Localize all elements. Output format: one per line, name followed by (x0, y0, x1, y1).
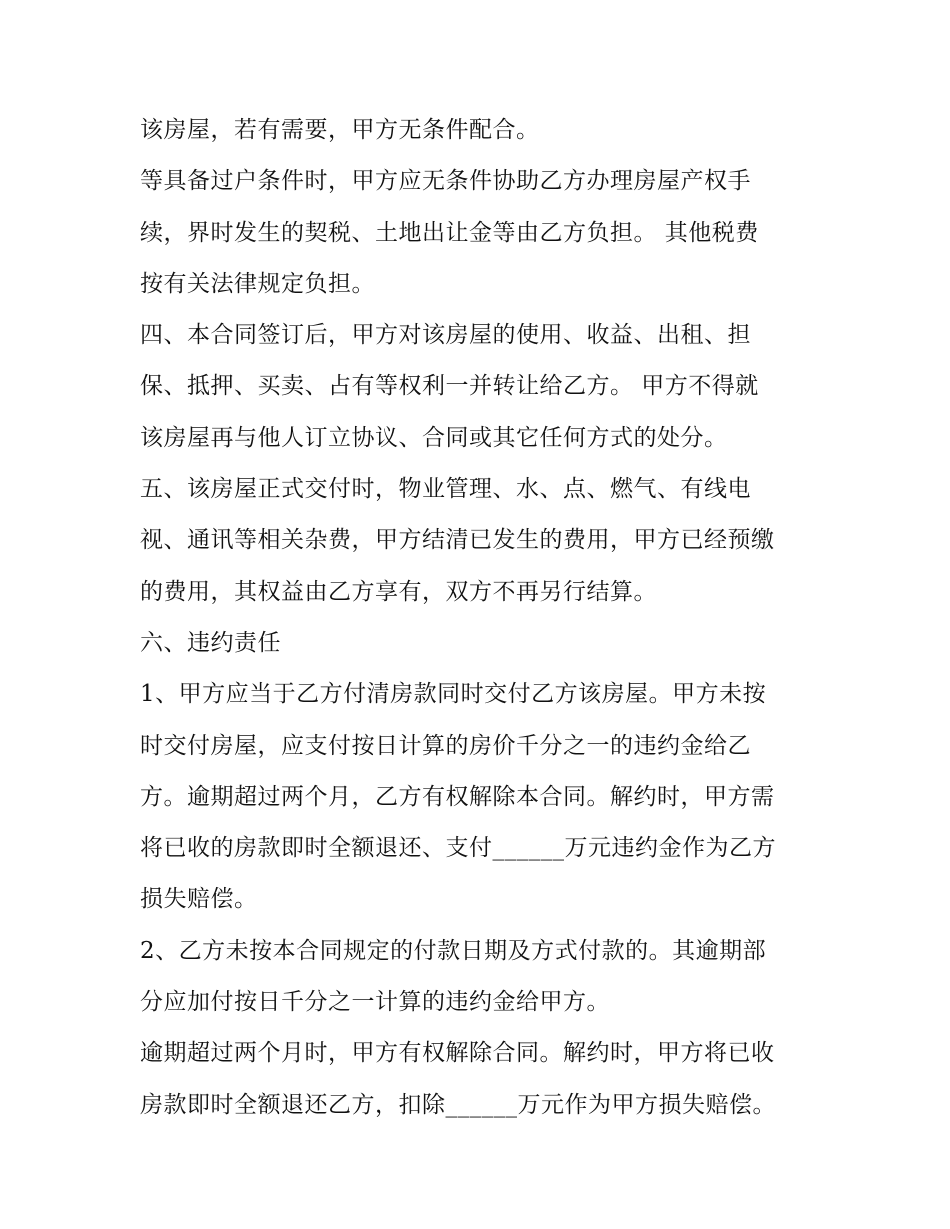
text-line: 损失赔偿。 (140, 886, 258, 913)
text-line: 该房屋再与他人订立协议、合同或其它任何方式的处分。 (140, 424, 728, 451)
text-line: 将已收的房款即时全额退还、支付______万元违约金作为乙方 (140, 835, 776, 862)
text-line: 的费用，其权益由乙方享有，双方不再另行结算。 (140, 578, 657, 605)
text-line: 时交付房屋，应支付按日计算的房价千分之一的违约金给乙 (140, 732, 751, 759)
text-line: 续，界时发生的契税、土地出让金等由乙方负担。 其他税费 (140, 219, 759, 246)
text-line: 四、本合同签订后，甲方对该房屋的使用、收益、出租、担 (140, 322, 751, 349)
text-line: 保、抵押、买卖、占有等权利一并转让给乙方。 甲方不得就 (140, 373, 759, 400)
text-line: 分应加付按日千分之一计算的违约金给甲方。 (140, 989, 610, 1016)
text-line: 该房屋，若有需要，甲方无条件配合。 (140, 117, 540, 143)
section-heading: 六、违约责任 (140, 629, 281, 656)
text-line: 房款即时全额退还乙方，扣除______万元作为甲方损失赔偿。 (140, 1091, 776, 1118)
text-line: 1、甲方应当于乙方付清房款同时交付乙方该房屋。甲方未按 (140, 681, 767, 708)
text-line: 方。逾期超过两个月，乙方有权解除本合同。解约时，甲方需 (140, 783, 775, 810)
text-line: 五、该房屋正式交付时，物业管理、水、点、燃气、有线电 (140, 476, 751, 503)
text-line: 等具备过户条件时，甲方应无条件协助乙方办理房屋产权手 (140, 168, 751, 195)
text-line: 按有关法律规定负担。 (140, 270, 375, 297)
text-line: 视、通讯等相关杂费，甲方结清已发生的费用，甲方已经预缴 (140, 527, 775, 554)
text-line: 逾期超过两个月时，甲方有权解除合同。解约时，甲方将已收 (140, 1040, 775, 1067)
text-line: 2、乙方未按本合同规定的付款日期及方式付款的。其逾期部 (140, 937, 767, 964)
contract-body (140, 105, 840, 1131)
